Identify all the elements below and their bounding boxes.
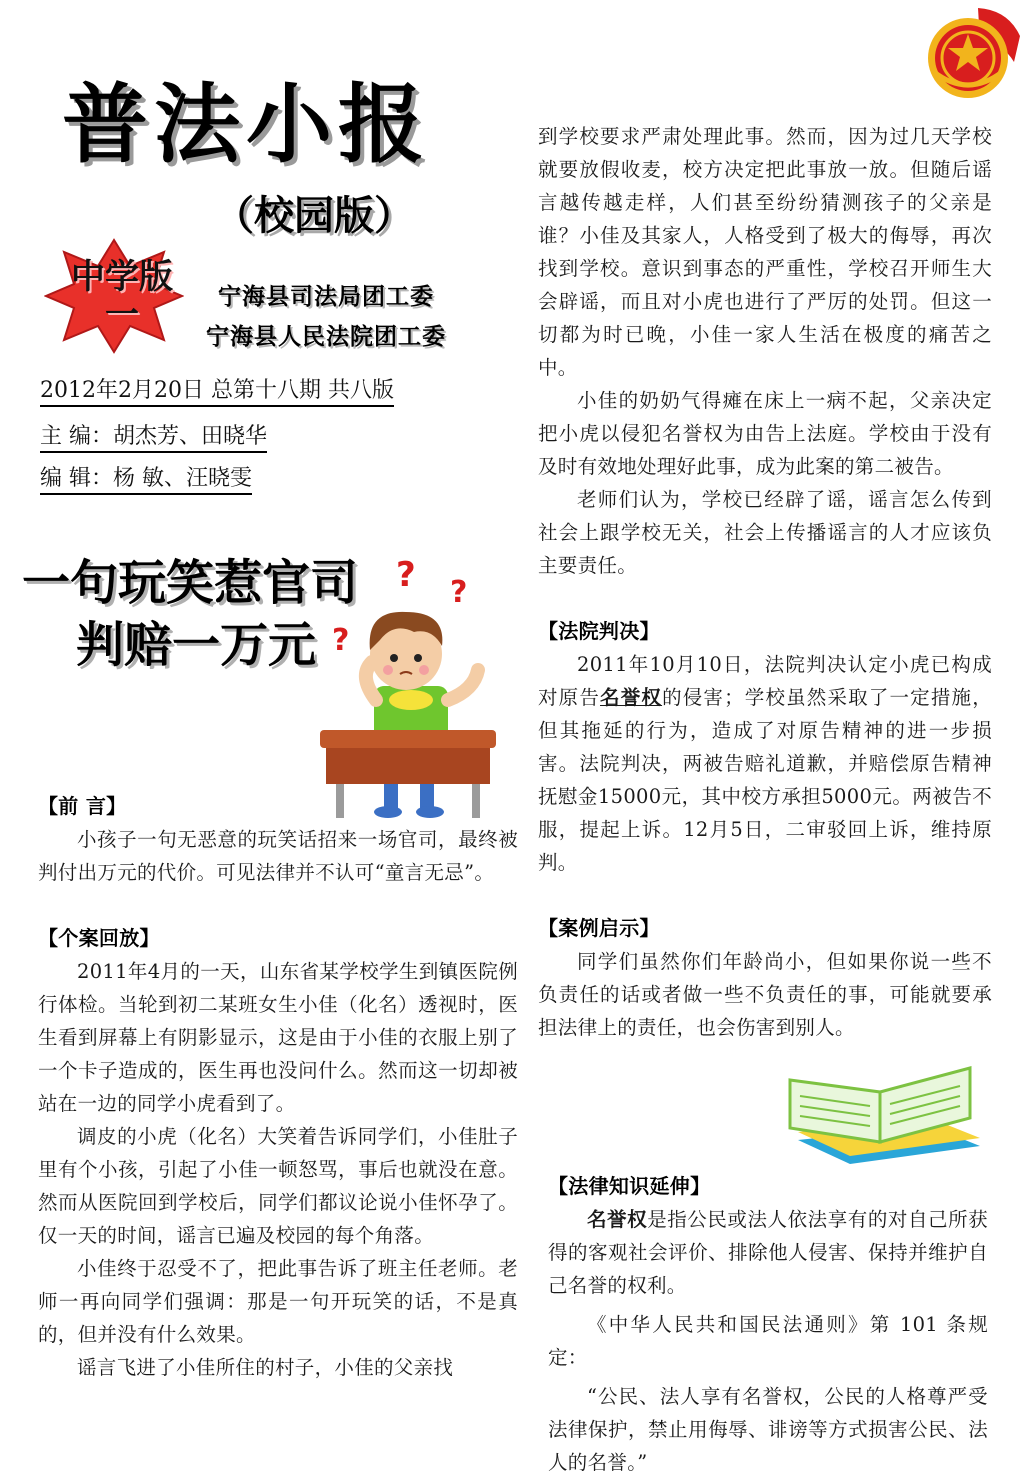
right-column: [538, 120, 992, 1044]
edition-star-line2: 一: [105, 295, 139, 335]
reputation-right-term: 名誉权: [600, 686, 663, 709]
verdict-text-pre: 2011年10月10日，法院判决认定小虎已构成对原告: [538, 653, 992, 709]
law-extension: [548, 1170, 988, 1479]
extension-law-reference: 《中华人民共和国民法通则》第 101 条规定：: [548, 1313, 988, 1369]
spacer: [538, 582, 992, 615]
youth-league-badge-icon: [918, 2, 1022, 106]
extension-heading: 【法律知识延伸】: [548, 1174, 711, 1198]
issue-info-text: 2012年2月20日 总第十八期 共八版: [40, 378, 394, 407]
confused-boy-illustration: [314, 550, 510, 820]
case-paragraph-1: 2011年4月的一天，山东省某学校学生到镇医院例行体检。当轮到初二某班女生小佳（化名）透视时，医生看到屏幕上有阴影显示，这是由于小佳的衣服上别了一个卡子造成的，医生再也没问什么。然而这一切却被站在一边的同学小虎看到了。: [38, 960, 518, 1115]
newspaper-title: 普法小报: [62, 75, 430, 175]
edition-star-label: [62, 258, 182, 334]
newspaper-edition: （校园版）: [214, 193, 414, 239]
case-paragraph-4: 谣言飞进了小佳所住的村子，小佳的父亲找: [77, 1356, 454, 1379]
edition-star-line1: 中学版: [71, 257, 173, 297]
preface-body: 小孩子一句无恶意的玩笑话招来一场官司，最终被判付出万元的代价。可见法律并不认可“童言无忌”。: [38, 828, 518, 884]
spacer: [538, 879, 992, 912]
case-paragraph-3: 小佳终于忍受不了，把此事告诉了班主任老师。老师一再向同学们强调：那是一句开玩笑的话，不是真的，但并没有什么效果。: [38, 1257, 518, 1346]
insight-heading: 【案例启示】: [538, 916, 660, 940]
insight-body: 同学们虽然你们年龄尚小，但如果你说一些不负责任的话或者做一些不负责任的事，可能就要承担法律上的责任，也会伤害到别人。: [538, 950, 992, 1039]
left-column: [38, 790, 518, 1384]
extension-law-quote: “公民、法人享有名誉权，公民的人格尊严受法律保护，禁止用侮辱、诽谤等方式损害公民、法人的名誉。”: [548, 1385, 988, 1474]
organizer-justice-bureau: 宁海县司法局团工委: [218, 283, 434, 310]
verdict-body: [538, 648, 992, 879]
svg-text:?: ?: [450, 575, 468, 610]
issue-info: [40, 378, 394, 404]
case-paragraph-7: 老师们认为，学校已经辟了谣，谣言怎么传到社会上跟学校无关，社会上传播谣言的人才应该负主要责任。: [538, 488, 992, 577]
extension-term: 名誉权: [587, 1208, 648, 1231]
article-headline-line1: 一句玩笑惹官司: [22, 555, 359, 611]
editors: [40, 466, 252, 492]
chief-editors: [40, 424, 267, 450]
case-heading: 【个案回放】: [38, 926, 160, 950]
case-paragraph-6: 小佳的奶奶气得瘫在床上一病不起，父亲决定把小虎以侵犯名誉权为由告上法庭。学校由于没有及时有效地处理好此事，成为此案的第二被告。: [538, 389, 992, 478]
chief-editors-text: 主 编：胡杰芳、田晓华: [40, 424, 267, 453]
verdict-text-post: 的侵害；学校虽然采取了一定措施，但其拖延的行为，造成了对原告精神的进一步损害。法院判决，两被告赔礼道歉，并赔偿原告精神抚慰金15000元，其中校方承担5000元。两被告不服，提起上诉。12月5日，二审驳回上诉，维持原判。: [538, 686, 992, 874]
article-headline-line2: 判赔一万元: [76, 617, 317, 673]
preface-heading: 【前 言】: [38, 794, 127, 818]
svg-text:?: ?: [332, 623, 350, 658]
organizer-court: 宁海县人民法院团工委: [206, 323, 446, 350]
verdict-heading: 【法院判决】: [538, 619, 660, 643]
open-book-icon: [780, 1062, 986, 1174]
spacer: [38, 889, 518, 922]
editors-text: 编 辑：杨 敏、汪晓雯: [40, 466, 252, 495]
extension-definition: [548, 1203, 988, 1302]
case-paragraph-5: 到学校要求严肃处理此事。然而，因为过几天学校就要放假收麦，校方决定把此事放一放。但随后谣言越传越走样，人们甚至纷纷猜测孩子的父亲是谁？小佳及其家人，人格受到了极大的侮辱，再次找到学校。意识到事态的严重性，学校召开师生大会辟谣，而且对小虎也进行了严厉的处罚。但这一切都为时已晚，小佳一家人生活在极度的痛苦之中。: [538, 125, 992, 379]
case-paragraph-2: 调皮的小虎（化名）大笑着告诉同学们，小佳肚子里有个小孩，引起了小佳一顿怒骂，事后也就没在意。然而从医院回到学校后，同学们都议论说小佳怀孕了。仅一天的时间，谣言已遍及校园的每个角落。: [38, 1125, 518, 1247]
extension-definition-text: 是指公民或法人依法享有的对自己所获得的客观社会评价、排除他人侵害、保持并维护自己名誉的权利。: [548, 1208, 988, 1297]
svg-text:?: ?: [396, 555, 416, 595]
